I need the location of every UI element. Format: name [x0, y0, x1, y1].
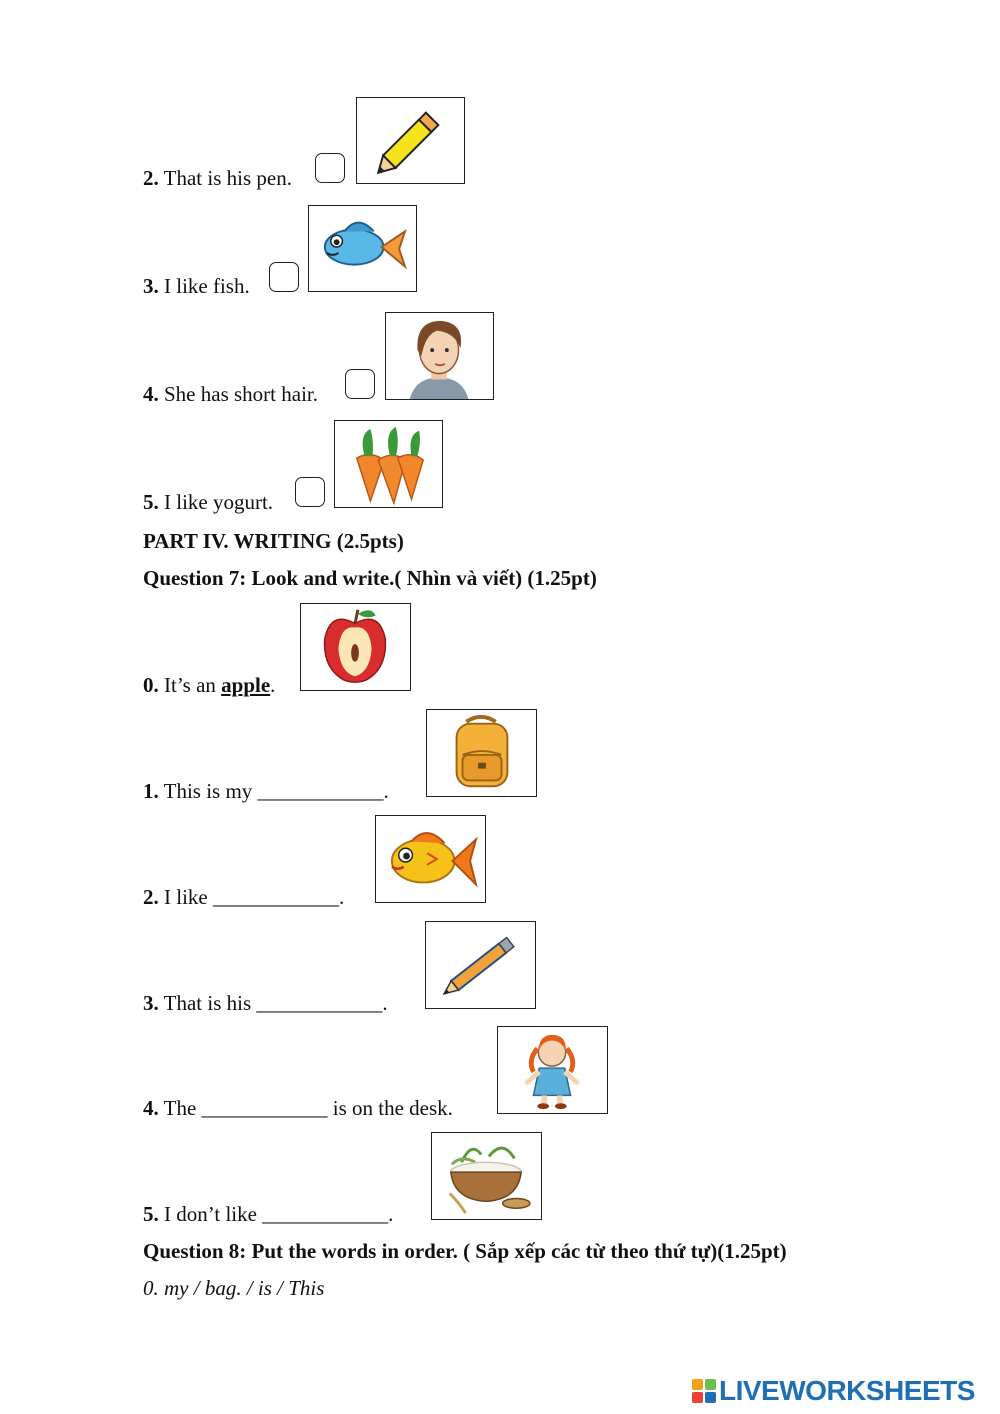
answer-checkbox-3[interactable] [269, 262, 299, 292]
example-answer: apple [221, 673, 271, 697]
goldfish-image [375, 815, 486, 903]
question7-title: Question 7: Look and write.( Nhìn và viết) (1.25pt) [143, 566, 597, 590]
item-number: 5. [143, 1202, 159, 1226]
item-number: 4. [143, 1096, 159, 1120]
item-text: She has short hair. [164, 382, 318, 406]
doll-image [497, 1026, 608, 1114]
write-item-3 [143, 991, 388, 1015]
item-text: I like yogurt. [164, 490, 274, 514]
item-number: 2. [143, 885, 159, 909]
carrots-image [334, 420, 443, 508]
question8-title: Question 8: Put the words in order. ( Sắp xếp các từ theo thứ tự)(1.25pt) [143, 1239, 787, 1263]
item-text[interactable]: I like ____________. [164, 885, 345, 909]
match-item-4 [143, 382, 318, 406]
question8-example: 0. my / bag. / is / This [143, 1276, 325, 1300]
item-number: 3. [143, 274, 159, 298]
item-text[interactable]: That is his ____________. [163, 991, 388, 1015]
match-item-3 [143, 274, 250, 298]
apple-image [300, 603, 411, 691]
match-item-5 [143, 490, 273, 514]
answer-checkbox-2[interactable] [315, 153, 345, 183]
example-text-after: . [270, 673, 276, 697]
write-item-1 [143, 779, 389, 803]
item-text[interactable]: This is my ____________. [163, 779, 389, 803]
item-number: 0. [143, 673, 159, 697]
answer-checkbox-5[interactable] [295, 477, 325, 507]
example-text-before: It’s an [164, 673, 222, 697]
write-item-2 [143, 885, 344, 909]
write-item-4 [143, 1096, 453, 1120]
pencil-image [356, 97, 465, 184]
item-number: 5. [143, 490, 159, 514]
item-text: That is his pen. [163, 166, 292, 190]
backpack-image [426, 709, 537, 797]
write-item-5 [143, 1202, 393, 1226]
liveworksheets-logo[interactable] [692, 1376, 975, 1406]
item-text[interactable]: The ____________ is on the desk. [163, 1096, 453, 1120]
liveworksheets-logo-icon [692, 1379, 716, 1403]
item-text[interactable]: I don’t like ____________. [164, 1202, 394, 1226]
item-number: 2. [143, 166, 159, 190]
item-number: 1. [143, 779, 159, 803]
answer-checkbox-4[interactable] [345, 369, 375, 399]
pencil-image-2 [425, 921, 536, 1009]
item-text: I like fish. [164, 274, 250, 298]
item-number: 3. [143, 991, 159, 1015]
logo-text: LIVEWORKSHEETS [719, 1375, 975, 1406]
match-item-2 [143, 166, 292, 190]
rice-bowl-image [431, 1132, 542, 1220]
part4-title: PART IV. WRITING (2.5pts) [143, 529, 404, 553]
item-number: 4. [143, 382, 159, 406]
fish-image [308, 205, 417, 292]
woman-face-image [385, 312, 494, 400]
write-example [143, 673, 275, 697]
